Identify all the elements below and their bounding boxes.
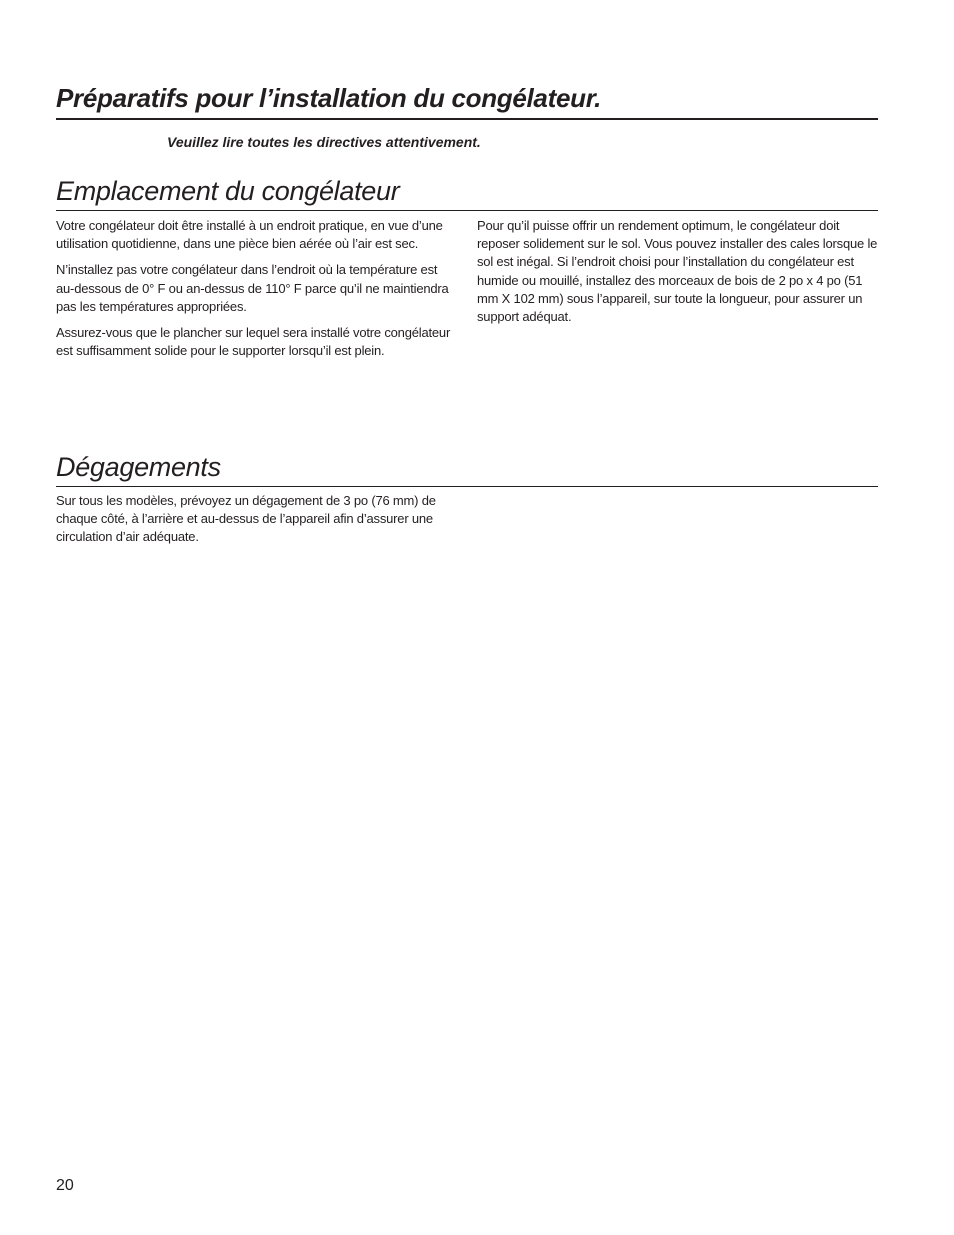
page-title: Préparatifs pour l’installation du congélateur. [56, 80, 878, 120]
section-heading-emplacement: Emplacement du congélateur [56, 174, 878, 211]
page-number: 20 [56, 1177, 74, 1194]
degagements-column [56, 492, 446, 555]
intro-note: Veuillez lire toutes les directives attentivement. [167, 134, 481, 150]
emplacement-right-column [477, 217, 879, 334]
emplacement-paragraph-3: Assurez-vous que le plancher sur lequel sera installé votre congélateur est suffisamment solide pour le supporter lorsqu’il est plein. [56, 325, 451, 359]
emplacement-left-column [56, 217, 456, 368]
emplacement-paragraph-4: Pour qu’il puisse offrir un rendement optimum, le congélateur doit reposer solidement sur le sol. Vous pouvez installer des cales lorsque le sol est inégal. Si l’endroit choisi pour l’installation du congélateur est humide ou mouillé, installez des morceaux de bois de 2 po x 4 po (51 mm X 102 mm) sous l’appareil, sur toute la longueur, pour assurer un support adéquat. [477, 218, 878, 325]
emplacement-paragraph-2: N’installez pas votre congélateur dans l’endroit où la température est au-dessous de 0° F ou an-dessus de 110° F parce qu’il ne maintiendra pas les températures appropriées. [56, 262, 449, 314]
degagements-paragraph-1: Sur tous les modèles, prévoyez un dégagement de 3 po (76 mm) de chaque côté, à l’arrière et au-dessus de l’appareil afin d’assurer une circulation d’air adéquate. [56, 493, 436, 545]
section-heading-degagements: Dégagements [56, 450, 878, 487]
emplacement-paragraph-1: Votre congélateur doit être installé à un endroit pratique, en vue d’une utilisation quotidienne, dans une pièce bien aérée où l’air est sec. [56, 218, 443, 252]
